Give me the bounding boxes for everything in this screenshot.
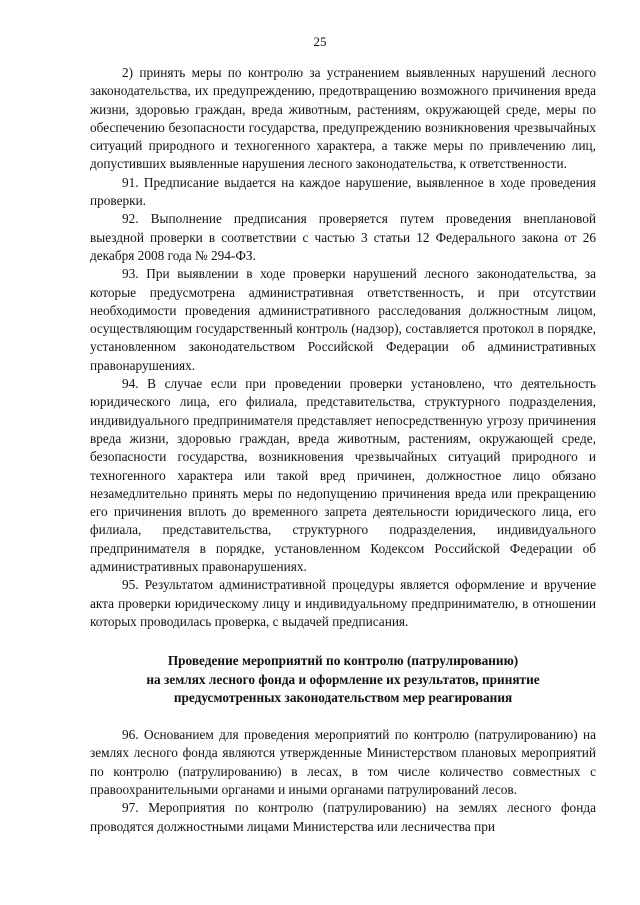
- paragraph-96: 96. Основанием для проведения мероприятий по контролю (патрулированию) на землях лесного фонда являются утвержденные Министерством плановых мероприятий по контролю (патрулированию) в лесах, в том числе количество совместных с правоохранительными органами и иными органами патрулирований лесов.: [90, 727, 596, 797]
- paragraph-94: 94. В случае если при проведении проверки установлено, что деятельность юридического лица, его филиала, представительства, структурного подразделения, индивидуального предпринимателя представляет непосредственную угрозу причинения вреда жизни, здоровью граждан, вреда животным, растениям, окружающей среде, безопасности государства, возникновения чрезвычайных ситуаций природного и техногенного характера или такой вред причинен, должностное лицо обязано незамедлительно принять меры по недопущению причинения вреда или прекращению его причинения вплоть до временного запрета деятельности юридического лица, его филиала, представительства, структурного подразделения, индивидуального предпринимателя в порядке, установленном Кодексом Российской Федерации об административных правонарушениях.: [90, 376, 596, 575]
- paragraph-95: 95. Результатом административной процедуры является оформление и вручение акта проверки юридическому лицу и индивидуальному предпринимателю, в отношении которых проводилась проверка, с выдачей предписания.: [90, 577, 596, 629]
- paragraph-92: 92. Выполнение предписания проверяется путем проведения внеплановой выездной проверки в соответствии с частью 3 статьи 12 Федерального закона от 26 декабря 2008 года № 294-ФЗ.: [90, 211, 596, 263]
- section-heading: [90, 652, 596, 707]
- section-heading-line-1: Проведение мероприятий по контролю (патрулированию): [167, 653, 519, 669]
- section-heading-line-2: на землях лесного фонда и оформление их результатов, принятие: [146, 671, 540, 687]
- document-body: [90, 64, 596, 836]
- paragraph-item-2: 2) принять меры по контролю за устранением выявленных нарушений лесного законодательства, их предупреждению, предотвращению возможного причинения вреда жизни, здоровью граждан, вреда животным, растениям, окружающей среде, меры по обеспечению безопасности государства, предупреждению возникновения чрезвычайных ситуаций природного и техногенного характера, а также меры по привлечению лиц, допустивших выявленные нарушения лесного законодательства, к ответственности.: [90, 65, 596, 172]
- paragraph-97: 97. Мероприятия по контролю (патрулированию) на землях лесного фонда проводятся должностными лицами Министерства или лесничества при: [90, 800, 596, 834]
- page-number: 25: [313, 34, 327, 49]
- paragraph-93: 93. При выявлении в ходе проверки нарушений лесного законодательства, за которые предусмотрена административная ответственность, и при отсутствии необходимости проведения административного расследования должностным лицом, осуществляющим государственный контроль (надзор), составляется протокол в порядке, установленном законодательством Российской Федерации об административных правонарушениях.: [90, 266, 596, 373]
- section-heading-line-3: предусмотренных законодательством мер реагирования: [173, 689, 513, 705]
- paragraph-91: 91. Предписание выдается на каждое нарушение, выявленное в ходе проведения проверки.: [90, 174, 596, 209]
